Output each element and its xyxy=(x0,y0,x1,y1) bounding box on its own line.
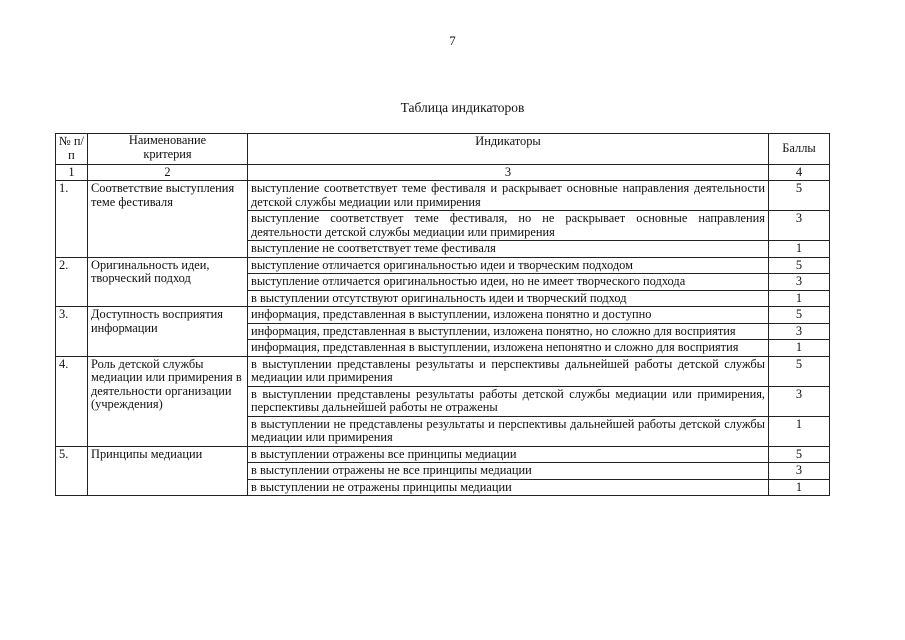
indicator-score: 3 xyxy=(769,211,830,241)
indicator-score: 1 xyxy=(769,340,830,357)
indicator-text: выступление соответствует теме фестиваля и раскрывает основные направления деятельности детской службы медиации или примирения xyxy=(248,181,769,211)
table-row xyxy=(56,257,830,274)
header-score: Баллы xyxy=(769,134,830,165)
column-number: 4 xyxy=(769,165,830,181)
table-header-row xyxy=(56,134,830,165)
indicator-score: 1 xyxy=(769,290,830,307)
criterion-name: Принципы медиации xyxy=(88,446,248,496)
header-indicators: Индикаторы xyxy=(248,134,769,165)
criterion-number: 4. xyxy=(56,356,88,446)
criterion-name: Соответствие выступления теме фестиваля xyxy=(88,181,248,258)
indicator-text: выступление соответствует теме фестиваля, но не раскрывает основные направления деятельности детской службы медиации или примирения xyxy=(248,211,769,241)
indicator-score: 5 xyxy=(769,356,830,386)
indicator-text: информация, представленная в выступлении, изложена непонятно и сложно для восприятия xyxy=(248,340,769,357)
column-number: 3 xyxy=(248,165,769,181)
indicator-text: выступление отличается оригинальностью идеи, но не имеет творческого подхода xyxy=(248,274,769,291)
table-row xyxy=(56,446,830,463)
indicator-score: 1 xyxy=(769,416,830,446)
criterion-name: Оригинальность идеи, творческий подход xyxy=(88,257,248,307)
indicator-text: выступление отличается оригинальностью идеи и творческим подходом xyxy=(248,257,769,274)
column-number: 2 xyxy=(88,165,248,181)
indicator-score: 3 xyxy=(769,274,830,291)
criterion-number: 3. xyxy=(56,307,88,357)
criterion-name: Доступность восприятия информации xyxy=(88,307,248,357)
indicator-text: информация, представленная в выступлении, изложена понятно, но сложно для восприятия xyxy=(248,323,769,340)
indicator-text: в выступлении не представлены результаты и перспективы дальнейшей работы детской службы медиации или примирения xyxy=(248,416,769,446)
indicator-score: 5 xyxy=(769,307,830,324)
indicator-score: 1 xyxy=(769,479,830,496)
criterion-name: Роль детской службы медиации или примирения в деятельности организации (учреждения) xyxy=(88,356,248,446)
indicator-text: в выступлении отражены все принципы медиации xyxy=(248,446,769,463)
table-caption: Таблица индикаторов xyxy=(400,100,525,115)
indicator-score: 5 xyxy=(769,181,830,211)
criterion-number: 1. xyxy=(56,181,88,258)
indicator-score: 1 xyxy=(769,241,830,258)
table-row xyxy=(56,181,830,211)
indicator-score: 5 xyxy=(769,446,830,463)
indicator-text: информация, представленная в выступлении, изложена понятно и доступно xyxy=(248,307,769,324)
header-no: № п/п xyxy=(56,134,88,165)
indicator-text: в выступлении отсутствуют оригинальность идеи и творческий подход xyxy=(248,290,769,307)
indicator-score: 5 xyxy=(769,257,830,274)
criterion-number: 2. xyxy=(56,257,88,307)
column-number: 1 xyxy=(56,165,88,181)
column-numbers-row xyxy=(56,165,830,181)
indicator-text: в выступлении представлены результаты работы детской службы медиации или примирения, перспективы дальнейшей работы не отражены xyxy=(248,386,769,416)
indicator-score: 3 xyxy=(769,463,830,480)
table-row xyxy=(56,307,830,324)
header-criterion: Наименование критерия xyxy=(88,134,248,165)
indicator-text: в выступлении представлены результаты и перспективы дальнейшей работы детской службы медиации или примирения xyxy=(248,356,769,386)
indicator-score: 3 xyxy=(769,323,830,340)
page-number: 7 xyxy=(449,33,456,48)
indicators-table xyxy=(55,133,830,496)
indicator-text: выступление не соответствует теме фестиваля xyxy=(248,241,769,258)
table-row xyxy=(56,356,830,386)
indicator-text: в выступлении не отражены принципы медиации xyxy=(248,479,769,496)
indicator-text: в выступлении отражены не все принципы медиации xyxy=(248,463,769,480)
criterion-number: 5. xyxy=(56,446,88,496)
indicator-score: 3 xyxy=(769,386,830,416)
